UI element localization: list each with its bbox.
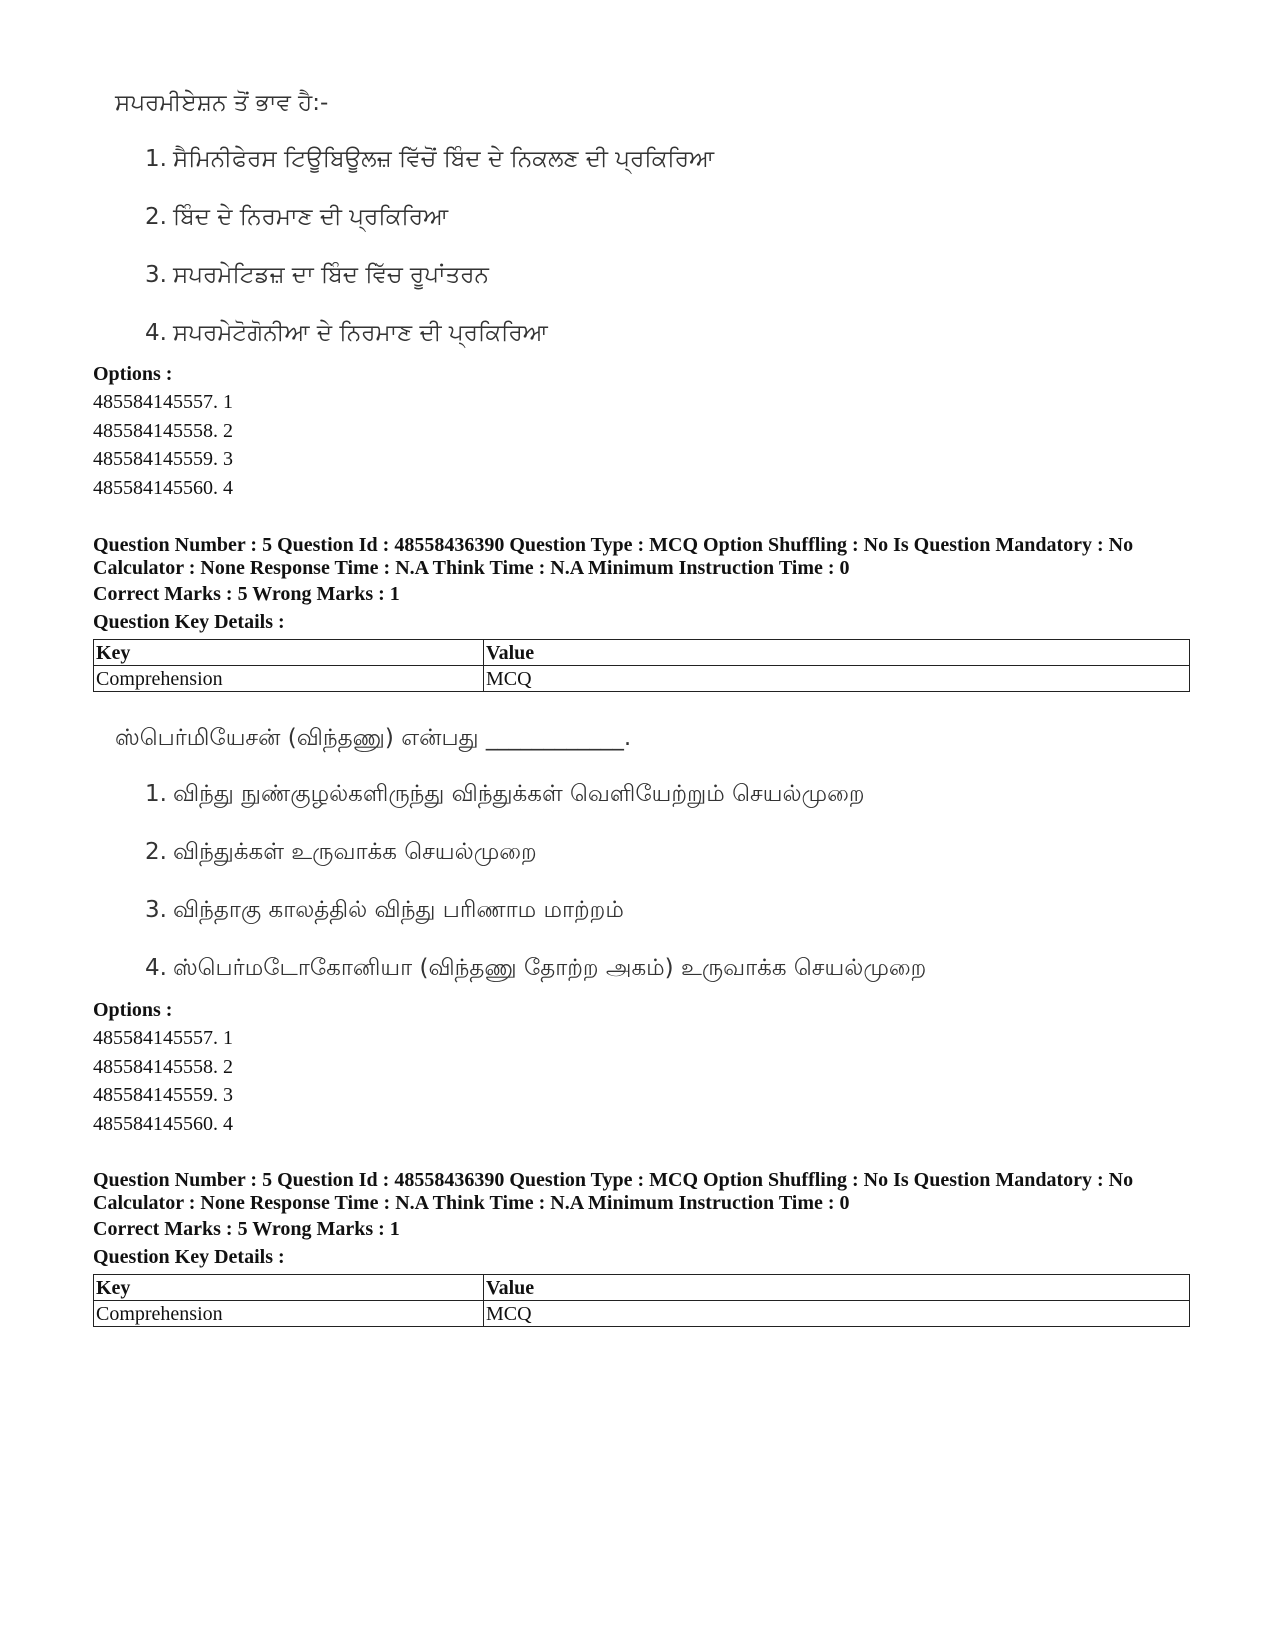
options-section (93, 360, 1193, 502)
option-item: 485584145557. 1 (93, 1027, 233, 1049)
choice-number: 3. (145, 262, 167, 288)
options-title: Options : (93, 999, 173, 1021)
choice-text: ਸੈਮਿਨੀਫੇਰਸ ਟਿਊਬਿਊਲਜ਼ ਵਿੱਚੋਂ ਬਿੰਦ ਦੇ ਨਿਕਲਣ ਦੀ ਪ੍ਰਕਿਰਿਆ (172, 146, 715, 172)
option-item: 485584145559. 3 (93, 1084, 233, 1106)
key-details-table (93, 639, 1190, 692)
table-header-cell: Value (484, 1275, 1190, 1301)
question-prompt: ਸਪਰਮੀਏਸ਼ਨ ਤੋਂ ਭਾਵ ਹੈ:- (115, 90, 329, 116)
choice-item (145, 255, 1115, 313)
choice-item (145, 832, 1115, 890)
table-header-cell: Value (484, 640, 1190, 666)
choice-item (145, 197, 1115, 255)
table-cell: Comprehension (94, 666, 484, 692)
question-metadata (93, 534, 1193, 636)
question-meta-line: Question Number : 5 Question Id : 48558436390 Question Type : MCQ Option Shuffling : No Is Question Mandatory : No (93, 534, 1134, 556)
choice-text: விந்தாகு காலத்தில் விந்து பரிணாம மாற்றம் (172, 897, 624, 923)
choice-item (145, 774, 1115, 832)
key-details-table (93, 1274, 1190, 1327)
key-details-title: Question Key Details : (93, 611, 285, 633)
question-image-punjabi (115, 83, 1115, 371)
option-item: 485584145560. 4 (93, 1112, 233, 1135)
option-item: 485584145558. 2 (93, 419, 233, 442)
question-prompt: ஸ்பெர்மியேசன் (விந்தணு) என்பது ____________. (115, 725, 632, 751)
table-header-cell: Key (94, 640, 484, 666)
choice-number: 1. (145, 146, 167, 172)
table-cell: MCQ (484, 1301, 1190, 1327)
question-choices (115, 139, 1115, 371)
option-item: 485584145560. 4 (93, 476, 233, 499)
choice-text: ਸਪਰਮੇਟੋਗੋਨੀਆ ਦੇ ਨਿਰਮਾਣ ਦੀ ਪ੍ਰਕਿਰਿਆ (172, 320, 548, 346)
table-cell: Comprehension (94, 1301, 484, 1327)
question-meta-line: Question Number : 5 Question Id : 48558436390 Question Type : MCQ Option Shuffling : No Is Question Mandatory : No (93, 1169, 1134, 1191)
table-header-row (94, 1275, 1190, 1301)
choice-number: 2. (145, 204, 167, 230)
choice-item (145, 139, 1115, 197)
table-row (94, 666, 1190, 692)
marks-line: Correct Marks : 5 Wrong Marks : 1 (93, 1218, 400, 1240)
choice-number: 2. (145, 839, 167, 865)
choice-text: ਬਿੰਦ ਦੇ ਨਿਰਮਾਣ ਦੀ ਪ੍ਰਕਿਰਿਆ (172, 204, 449, 230)
choice-item (145, 890, 1115, 948)
choice-number: 4. (145, 320, 167, 346)
choice-text: விந்துக்கள் உருவாக்க செயல்முறை (172, 839, 537, 865)
table-cell: MCQ (484, 666, 1190, 692)
question-image-tamil (115, 718, 1115, 1006)
table-row (94, 1301, 1190, 1327)
question-meta-line: Calculator : None Response Time : N.A Think Time : N.A Minimum Instruction Time : 0 (93, 1192, 850, 1214)
question-metadata (93, 1169, 1193, 1271)
options-title: Options : (93, 363, 173, 385)
option-item: 485584145557. 1 (93, 391, 233, 413)
choice-text: விந்து நுண்குழல்களிருந்து விந்துக்கள் வெளியேற்றும் செயல்முறை (172, 781, 865, 807)
option-item: 485584145558. 2 (93, 1055, 233, 1078)
choice-number: 3. (145, 897, 167, 923)
key-details-title: Question Key Details : (93, 1246, 285, 1268)
choice-number: 4. (145, 955, 167, 981)
choice-text: ਸਪਰਮੇਟਿਡਜ਼ ਦਾ ਬਿੰਦ ਵਿੱਚ ਰੂਪਾਂਤਰਨ (172, 262, 489, 288)
choice-text: ஸ்பெர்மடோகோனியா (விந்தணு தோற்ற அகம்) உருவாக்க செயல்முறை (172, 955, 927, 981)
marks-line: Correct Marks : 5 Wrong Marks : 1 (93, 583, 400, 605)
table-header-cell: Key (94, 1275, 484, 1301)
table-header-row (94, 640, 1190, 666)
options-section (93, 996, 1193, 1138)
option-item: 485584145559. 3 (93, 448, 233, 470)
question-meta-line: Calculator : None Response Time : N.A Think Time : N.A Minimum Instruction Time : 0 (93, 557, 850, 579)
question-choices (115, 774, 1115, 1006)
choice-number: 1. (145, 781, 167, 807)
